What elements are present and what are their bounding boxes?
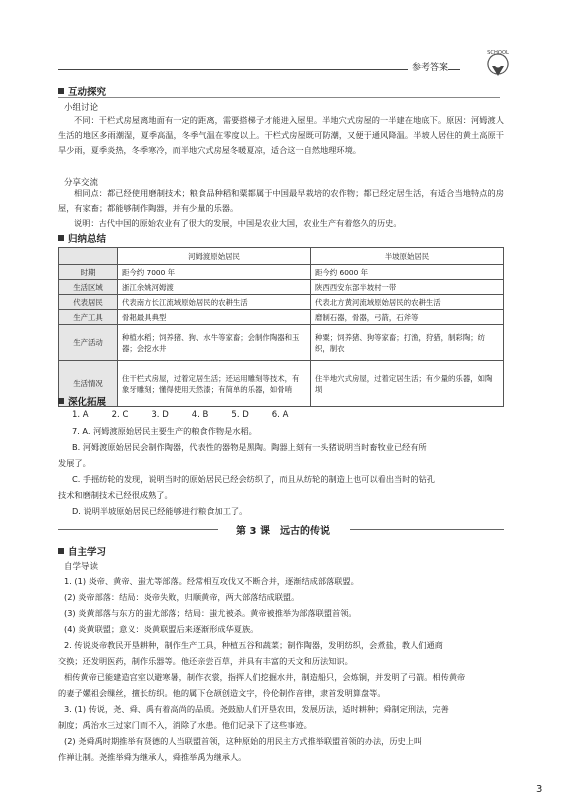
text-line: 2. 传说炎帝教民开垦耕种，制作生产工具，种植五谷和蔬菜；制作陶器，发明纺织，会煮盐，教人们通商 bbox=[64, 640, 443, 650]
text-line: B. 河姆渡原始居民会制作陶器，代表性的器物是黑陶。陶器上刻有一头猪说明当时畜牧业已经有所 bbox=[72, 442, 427, 452]
cell-hemudu: 距今约 7000 年 bbox=[118, 265, 311, 280]
school-badge-icon bbox=[478, 46, 518, 86]
paragraph-discussion: 不同：干栏式房屋离地面有一定的距离，需要搭梯子才能进入屋里。半地穴式房屋的一半建在地底下。原因：河姆渡人生活的地区多雨潮湿，夏季高温，冬季气温在零度以上。干栏式房屋既可防潮，又便于通风降温。半坡人居住的黄土高原干旱少雨，夏季炎热，冬季寒冷，而半地穴式房屋冬暖夏凉，适合这一自然地理环境。 bbox=[58, 115, 504, 155]
table-header-row bbox=[59, 248, 504, 265]
text-line: 的妻子嫘祖会缫丝，擅长纺织。他的属下仓颉创造文字，伶伦制作音律，隶首发明算盘等。 bbox=[58, 688, 386, 698]
table-row bbox=[59, 325, 504, 361]
table-row bbox=[59, 265, 504, 280]
square-bullet-icon bbox=[58, 548, 64, 554]
table-header-hemudu: 河姆渡原始居民 bbox=[118, 248, 311, 265]
subheading-group-discussion: 小组讨论 bbox=[64, 103, 99, 113]
cell-banpo: 距今约 6000 年 bbox=[311, 265, 504, 280]
section-title: 互动探究 bbox=[68, 87, 107, 98]
text-line: (4) 炎黄联盟；意义：炎黄联盟后来逐渐形成华夏族。 bbox=[64, 624, 259, 634]
text-line: 技术和磨制技术已经很成熟了。 bbox=[58, 490, 173, 500]
running-header bbox=[58, 60, 508, 74]
row-label: 生活情况 bbox=[59, 361, 118, 407]
cell-hemudu: 种植水稻；饲养猪、狗、水牛等家畜；会制作陶器和玉器；会挖水井 bbox=[118, 325, 311, 361]
cell-hemudu: 代表南方长江流域原始居民的农耕生活 bbox=[118, 295, 311, 310]
cell-banpo: 陕西西安东部半坡村一带 bbox=[311, 280, 504, 295]
section-heading-interactive bbox=[58, 84, 106, 98]
header-title: 参考答案 bbox=[408, 60, 448, 73]
row-label: 代表居民 bbox=[59, 295, 118, 310]
section-title: 深化拓展 bbox=[68, 397, 107, 408]
section-heading-extension bbox=[58, 394, 106, 408]
answer-item: 6. A bbox=[271, 410, 289, 420]
section-heading-self-study bbox=[58, 544, 106, 558]
square-bullet-icon bbox=[58, 88, 64, 94]
square-bullet-icon bbox=[58, 398, 64, 404]
text-line: 发展了。 bbox=[58, 458, 91, 468]
text-line: 相传黄帝已能建造宫室以避寒暑，制作衣裳，指挥人们挖掘水井，制造船只，会炼铜，并发明了弓箭。相传黄帝 bbox=[64, 672, 466, 682]
paragraph-explanation: 说明：古代中国的原始农业有了很大的发展，中国是农业大国，农业生产有着悠久的历史。 bbox=[74, 218, 402, 228]
cell-banpo: 磨制石器，骨器，弓箭，石斧等 bbox=[311, 310, 504, 325]
text-line: 交换；还发明医药，制作乐器等。他还亲尝百草，并具有丰富的天文和历法知识。 bbox=[58, 656, 353, 666]
section-title: 自主学习 bbox=[68, 547, 107, 558]
section-title: 归纳总结 bbox=[68, 234, 107, 245]
section-heading-summary bbox=[58, 231, 106, 245]
summary-table bbox=[58, 247, 504, 407]
cell-banpo: 种粟；饲养猪、狗等家畜；打渔，狩猎，制彩陶；纺织，制衣 bbox=[311, 325, 504, 361]
header-rule bbox=[58, 69, 460, 70]
text-line: 制度；禹治水三过家门而不入，消除了水患。他们记录下了这些事迹。 bbox=[58, 720, 312, 730]
row-label: 时期 bbox=[59, 265, 118, 280]
text-line: 作禅让制。尧推举舜为继承人，舜推举禹为继承人。 bbox=[58, 752, 247, 762]
svg-text:SCHOOL: SCHOOL bbox=[487, 50, 509, 56]
subheading-reading-guide: 自学导读 bbox=[64, 562, 99, 572]
answer-item: 4. B bbox=[191, 410, 209, 420]
answer-item: 5. D bbox=[231, 410, 249, 420]
subheading-sharing: 分享交流 bbox=[64, 178, 99, 188]
row-label: 生产活动 bbox=[59, 325, 118, 361]
text-line: (2) 尧舜禹时期推举有贤德的人当联盟首领，这种原始的用民主方式推举联盟首领的办法，历史上叫 bbox=[64, 736, 423, 746]
table-row bbox=[59, 295, 504, 310]
lesson-heading bbox=[0, 522, 566, 536]
lesson-title: 第 3 课 远古的传说 bbox=[236, 526, 330, 537]
text-line: 7. A. 河姆渡原始居民主要生产的粮食作物是水稻。 bbox=[72, 426, 257, 436]
paragraph-similarities: 相同点：都已经使用磨制技术；粮食品种稻和粟都属于中国最早栽培的农作物；都已经定居生活，有适合当地特点的房屋，有家畜；都能够制作陶器，并有少量的乐器。 bbox=[58, 188, 504, 213]
text-line: 1. (1) 炎帝、黄帝、蚩尤等部落。经常相互攻伐又不断合并，逐渐结成部落联盟。 bbox=[64, 576, 359, 586]
cell-hemudu: 浙江余姚河姆渡 bbox=[118, 280, 311, 295]
answer-key bbox=[72, 410, 288, 420]
text-line: C. 手摇纺轮的发现，说明当时的原始居民已经会纺织了，而且从纺轮的制造上也可以看出当时的钻孔 bbox=[72, 474, 435, 484]
cell-banpo: 代表北方黄河流域原始居民的农耕生活 bbox=[311, 295, 504, 310]
answer-item: 2. C bbox=[111, 410, 129, 420]
row-label: 生活区域 bbox=[59, 280, 118, 295]
row-label: 生产工具 bbox=[59, 310, 118, 325]
answer-item: 3. D bbox=[151, 410, 169, 420]
section-rule bbox=[58, 97, 500, 98]
square-bullet-icon bbox=[58, 235, 64, 241]
table-row bbox=[59, 310, 504, 325]
page-number: 3 bbox=[536, 784, 543, 795]
answer-item: 1. A bbox=[72, 410, 89, 420]
table-row bbox=[59, 361, 504, 407]
cell-hemudu: 骨耜最具典型 bbox=[118, 310, 311, 325]
table-corner-cell bbox=[59, 248, 118, 265]
text-line: (2) 炎帝部落：结局：炎帝失败，归顺黄帝，两大部落结成联盟。 bbox=[64, 592, 300, 602]
text-line: (3) 炎黄部落与东方的蚩尤部落；结局：蚩尤被杀。黄帝被推举为部落联盟首领。 bbox=[64, 608, 357, 618]
text-line: 3. (1) 传说，尧、舜、禹有着高尚的品质。尧鼓励人们开垦农田，发展历法，适时耕种；舜制定刑法，完善 bbox=[64, 704, 449, 714]
table-header-banpo: 半坡原始居民 bbox=[311, 248, 504, 265]
cell-banpo: 住半地穴式房屋，过着定居生活；有少量的乐器，如陶埙 bbox=[311, 361, 504, 407]
table-row bbox=[59, 280, 504, 295]
text-line: D. 说明半坡原始居民已经能够进行粮食加工了。 bbox=[72, 506, 248, 516]
cell-hemudu: 住干栏式房屋，过着定居生活；还运用雕刻等技术，有象牙雕刻；懂得使用天然漆；有简单的乐器，如骨哨 bbox=[118, 361, 311, 407]
